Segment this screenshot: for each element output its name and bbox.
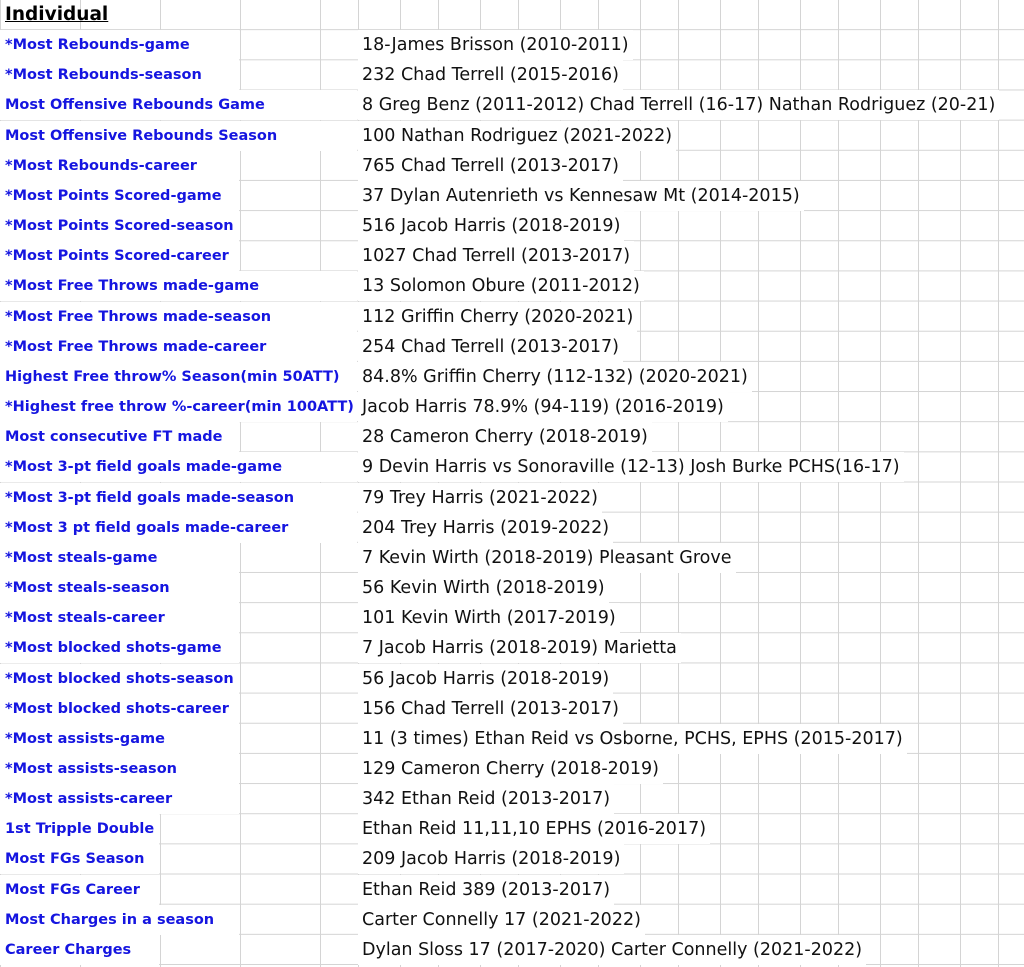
record-value-cell[interactable]: 7 Jacob Harris (2018-2019) Marietta [358,633,681,663]
table-row [0,664,1024,694]
record-value-cell[interactable]: 56 Kevin Wirth (2018-2019) [358,573,609,603]
record-label-cell[interactable]: Most Offensive Rebounds Game [0,90,357,120]
record-label-cell[interactable]: *Most Rebounds-game [0,30,239,60]
table-row [0,181,1024,211]
record-value-cell[interactable]: 79 Trey Harris (2021-2022) [358,483,602,513]
record-label-cell[interactable]: *Most Points Scored-career [0,241,239,271]
record-value-cell[interactable]: 9 Devin Harris vs Sonoraville (12-13) Josh Burke PCHS(16-17) [358,452,904,482]
table-row [0,30,1024,60]
record-value-cell[interactable]: 28 Cameron Cherry (2018-2019) [358,422,652,452]
record-value-cell[interactable]: 156 Chad Terrell (2013-2017) [358,694,623,724]
table-row [0,121,1024,151]
record-label-cell[interactable]: *Most Rebounds-career [0,151,239,181]
table-row [0,302,1024,332]
record-label-cell[interactable]: *Most Free Throws made-season [0,302,357,332]
table-row [0,452,1024,482]
record-label-cell[interactable]: *Most Points Scored-game [0,181,239,211]
table-row [0,241,1024,271]
record-value-cell[interactable]: 37 Dylan Autenrieth vs Kennesaw Mt (2014-2015) [358,181,804,211]
table-row [0,90,1024,120]
record-value-cell[interactable]: Carter Connelly 17 (2021-2022) [358,905,645,935]
table-row [0,573,1024,603]
record-label-cell[interactable]: *Most Rebounds-season [0,60,239,90]
header-row [0,0,1024,30]
table-row [0,332,1024,362]
record-value-cell[interactable]: 7 Kevin Wirth (2018-2019) Pleasant Grove [358,543,736,573]
table-row [0,483,1024,513]
record-value-cell[interactable]: 516 Jacob Harris (2018-2019) [358,211,624,241]
record-label-cell[interactable]: Career Charges [0,935,159,965]
record-value-cell[interactable]: 112 Griffin Cherry (2020-2021) [358,302,637,332]
record-label-cell[interactable]: *Most steals-season [0,573,239,603]
record-value-cell[interactable]: Ethan Reid 11,11,10 EPHS (2016-2017) [358,814,710,844]
record-label-cell[interactable]: *Most assists-season [0,754,239,784]
record-label-cell[interactable]: *Most steals-career [0,603,239,633]
record-value-cell[interactable]: 765 Chad Terrell (2013-2017) [358,151,623,181]
record-value-cell[interactable]: Ethan Reid 389 (2013-2017) [358,875,614,905]
table-row [0,784,1024,814]
record-value-cell[interactable]: 18-James Brisson (2010-2011) [358,30,633,60]
table-row [0,875,1024,905]
record-value-cell[interactable]: 254 Chad Terrell (2013-2017) [358,332,623,362]
record-label-cell[interactable]: Highest Free throw% Season(min 50ATT) [0,362,357,392]
record-label-cell[interactable]: *Most 3 pt field goals made-career [0,513,357,543]
record-label-cell[interactable]: *Most steals-game [0,543,239,573]
table-row [0,844,1024,874]
record-value-cell[interactable]: 13 Solomon Obure (2011-2012) [358,271,644,301]
record-label-cell[interactable]: *Most 3-pt field goals made-game [0,452,357,482]
record-label-cell[interactable]: *Most blocked shots-season [0,664,239,694]
table-row [0,905,1024,935]
table-row [0,754,1024,784]
table-row [0,814,1024,844]
table-row [0,392,1024,422]
record-value-cell[interactable]: Dylan Sloss 17 (2017-2020) Carter Connelly (2021-2022) [358,935,866,965]
table-row [0,935,1024,965]
record-value-cell[interactable]: 209 Jacob Harris (2018-2019) [358,844,624,874]
record-value-cell[interactable]: 100 Nathan Rodriguez (2021-2022) [358,121,676,151]
table-row [0,211,1024,241]
table-row [0,543,1024,573]
record-value-cell[interactable]: 101 Kevin Wirth (2017-2019) [358,603,620,633]
table-row [0,633,1024,663]
record-label-cell[interactable]: *Most blocked shots-career [0,694,239,724]
record-value-cell[interactable]: 232 Chad Terrell (2015-2016) [358,60,623,90]
table-row [0,60,1024,90]
record-label-cell[interactable]: Most Charges in a season [0,905,239,935]
record-label-cell[interactable]: *Most Free Throws made-game [0,271,357,301]
record-value-cell[interactable]: 8 Greg Benz (2011-2012) Chad Terrell (16-17) Nathan Rodriguez (20-21) [358,90,999,120]
table-row [0,151,1024,181]
section-title[interactable]: Individual [5,4,109,25]
record-label-cell[interactable]: 1st Tripple Double [0,814,159,844]
table-row [0,362,1024,392]
record-label-cell[interactable]: *Most 3-pt field goals made-season [0,483,357,513]
record-value-cell[interactable]: 129 Cameron Cherry (2018-2019) [358,754,663,784]
record-label-cell[interactable]: Most consecutive FT made [0,422,239,452]
table-row [0,271,1024,301]
record-label-cell[interactable]: *Most assists-career [0,784,239,814]
table-row [0,724,1024,754]
table-row [0,603,1024,633]
record-label-cell[interactable]: *Most assists-game [0,724,239,754]
record-label-cell[interactable]: *Most Free Throws made-career [0,332,357,362]
record-label-cell[interactable]: *Highest free throw %-career(min 100ATT) [0,392,357,422]
record-label-cell[interactable]: *Most Points Scored-season [0,211,239,241]
record-value-cell[interactable]: 11 (3 times) Ethan Reid vs Osborne, PCHS, EPHS (2015-2017) [358,724,907,754]
table-row [0,422,1024,452]
record-value-cell[interactable]: Jacob Harris 78.9% (94-119) (2016-2019) [358,392,728,422]
record-value-cell[interactable]: 204 Trey Harris (2019-2022) [358,513,613,543]
record-label-cell[interactable]: Most Offensive Rebounds Season [0,121,357,151]
table-row [0,694,1024,724]
record-value-cell[interactable]: 56 Jacob Harris (2018-2019) [358,664,613,694]
table-row [0,513,1024,543]
record-label-cell[interactable]: Most FGs Season [0,844,159,874]
record-value-cell[interactable]: 1027 Chad Terrell (2013-2017) [358,241,634,271]
record-label-cell[interactable]: *Most blocked shots-game [0,633,239,663]
record-label-cell[interactable]: Most FGs Career [0,875,159,905]
record-value-cell[interactable]: 342 Ethan Reid (2013-2017) [358,784,614,814]
record-value-cell[interactable]: 84.8% Griffin Cherry (112-132) (2020-2021) [358,362,752,392]
